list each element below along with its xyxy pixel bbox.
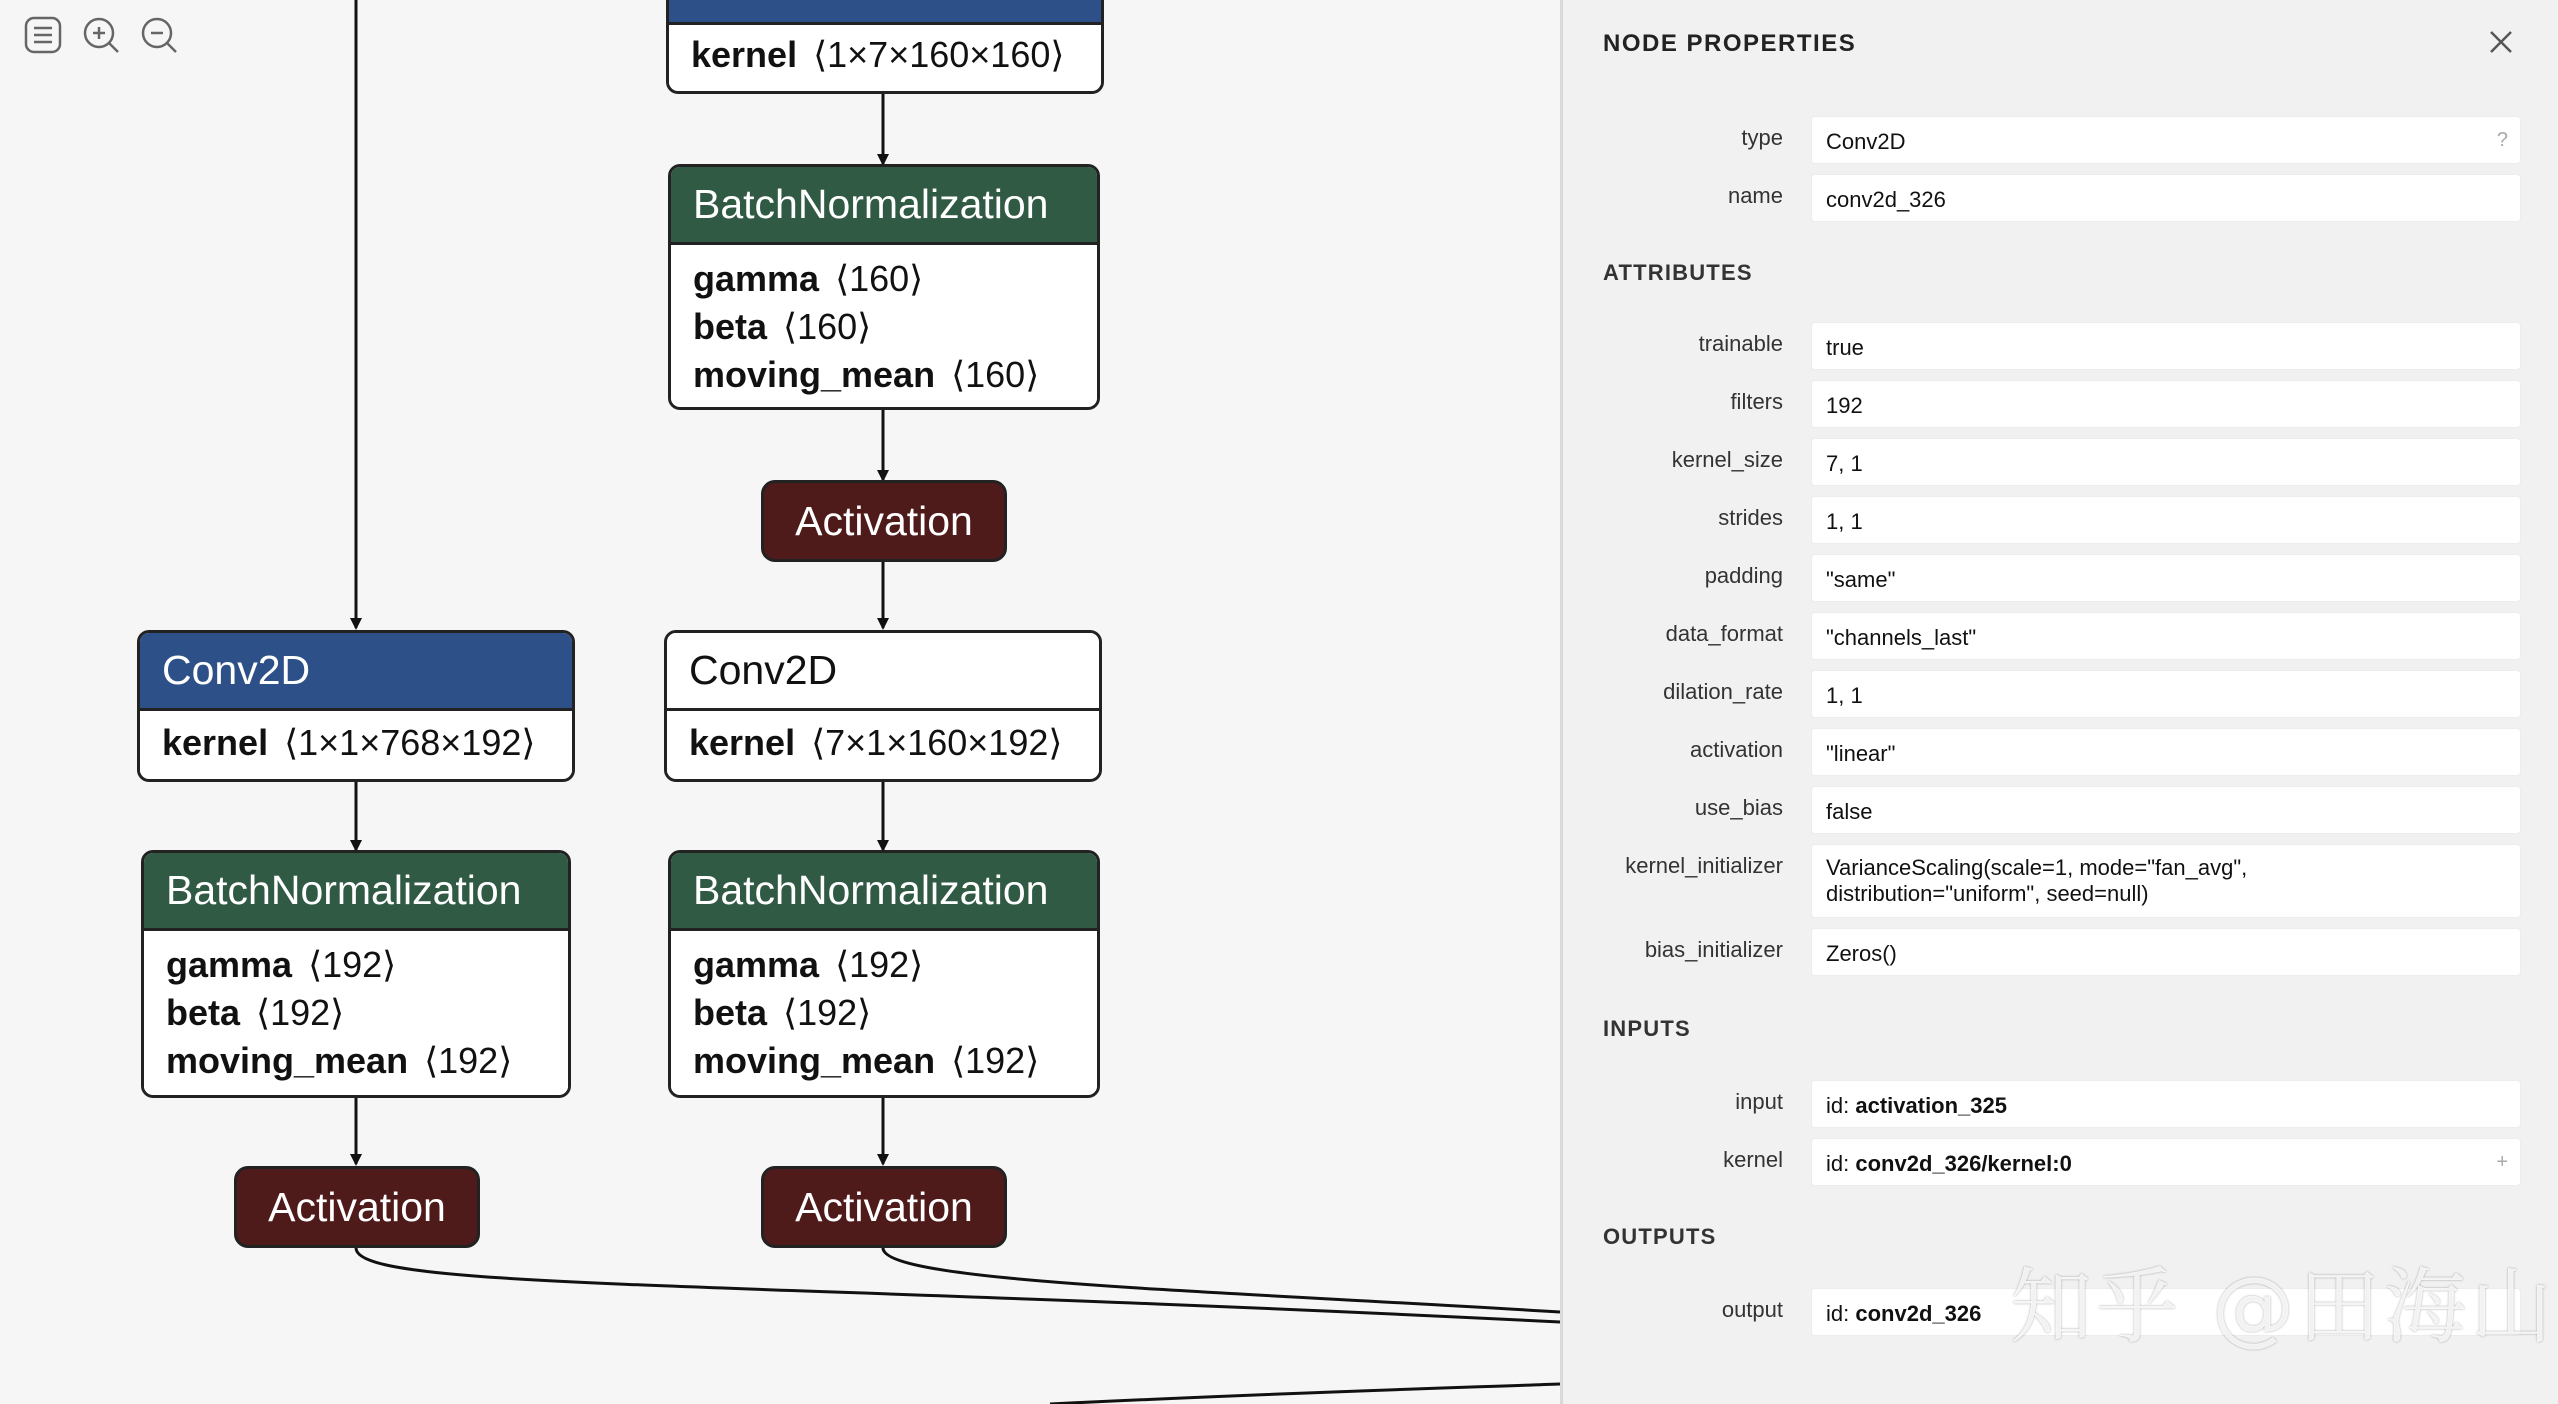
edge [356,1248,1560,1322]
attribute-value[interactable]: 192 [1811,380,2521,428]
input-value[interactable]: id: activation_325 [1811,1080,2521,1128]
sidebar-menu-icon[interactable] [24,16,62,54]
attribute-value[interactable]: Zeros() [1811,928,2521,976]
edge [1050,1384,1560,1404]
property-value[interactable]: Conv2D ? [1811,116,2521,164]
node-attribute-row: kernel ⟨7×1×160×192⟩ [689,722,1063,763]
node-conv2d-top[interactable] [666,0,1104,94]
attribute-value[interactable]: "linear" [1811,728,2521,776]
node-attribute-row: gamma ⟨192⟩ [166,944,397,985]
node-conv2d-left[interactable] [137,630,575,782]
node-header [669,0,1101,25]
attribute-value[interactable]: "channels_last" [1811,612,2521,660]
panel-title: NODE PROPERTIES [1603,30,1857,57]
node-title: BatchNormalization [144,853,568,931]
section-attributes: ATTRIBUTES [1603,260,1753,285]
node-batchnorm-left[interactable] [141,850,571,1098]
property-value[interactable]: conv2d_326 [1811,174,2521,222]
node-title: BatchNormalization [671,853,1097,931]
output-value[interactable]: id: conv2d_326 [1811,1288,2521,1336]
node-activation-right[interactable]: Activation [761,1166,1007,1248]
node-properties-panel: NODE PROPERTIES type Conv2D ? name conv2d_326 ATTRIBUTES trainable true filters 192 kernel_size 7, 1 strides 1, 1 padding "same" data_format "channels_last" dilation_rate 1, 1 activation "linear" use_bias false kernel_initializer VarianceScaling(scale=1, mode="fan_avg", distribution="uniform", seed=null) bias_initializer Zeros() INPUTS input id: activation_325 kernel id: conv2d_326/kernel:0 + OUTPUTS output id: conv2d_326 [1560,0,2558,1404]
node-title: Conv2D [667,633,1099,711]
help-icon[interactable]: ? [2496,129,2508,151]
attribute-value[interactable]: 1, 1 [1811,496,2521,544]
node-attribute-row: beta ⟨160⟩ [693,306,872,347]
watermark: 知乎 @田海山 [2010,1260,2557,1355]
attribute-value[interactable]: VarianceScaling(scale=1, mode="fan_avg", distribution="uniform", seed=null) [1811,844,2521,918]
node-activation-top[interactable]: Activation [761,480,1007,562]
graph-toolbar [24,16,178,54]
node-batchnorm-right[interactable] [668,850,1100,1098]
attribute-value[interactable]: "same" [1811,554,2521,602]
node-conv2d-right[interactable] [664,630,1102,782]
zoom-in-icon[interactable] [82,16,120,54]
section-inputs: INPUTS [1603,1016,1691,1041]
attribute-value[interactable]: false [1811,786,2521,834]
close-icon[interactable] [2481,22,2521,62]
input-value[interactable]: id: conv2d_326/kernel:0 + [1811,1138,2521,1186]
node-attribute-row: kernel ⟨1×7×160×160⟩ [691,34,1065,75]
node-attribute-row: moving_mean ⟨192⟩ [166,1040,513,1081]
node-attribute-row: gamma ⟨192⟩ [693,944,924,985]
node-activation-left[interactable]: Activation [234,1166,480,1248]
node-attribute-row: gamma ⟨160⟩ [693,258,924,299]
node-attribute-row: kernel ⟨1×1×768×192⟩ [162,722,536,763]
node-batchnorm-top[interactable] [668,164,1100,410]
node-title: BatchNormalization [671,167,1097,245]
expand-icon[interactable]: + [2496,1151,2508,1173]
node-attribute-row: beta ⟨192⟩ [166,992,345,1033]
node-title: Conv2D [140,633,572,711]
attribute-value[interactable]: 7, 1 [1811,438,2521,486]
attribute-value[interactable]: 1, 1 [1811,670,2521,718]
node-attribute-row: beta ⟨192⟩ [693,992,872,1033]
zoom-out-icon[interactable] [140,16,178,54]
edge [883,1248,1560,1312]
node-attribute-row: moving_mean ⟨192⟩ [693,1040,1040,1081]
node-attribute-row: moving_mean ⟨160⟩ [693,354,1040,395]
section-outputs: OUTPUTS [1603,1224,1717,1249]
attribute-value[interactable]: true [1811,322,2521,370]
